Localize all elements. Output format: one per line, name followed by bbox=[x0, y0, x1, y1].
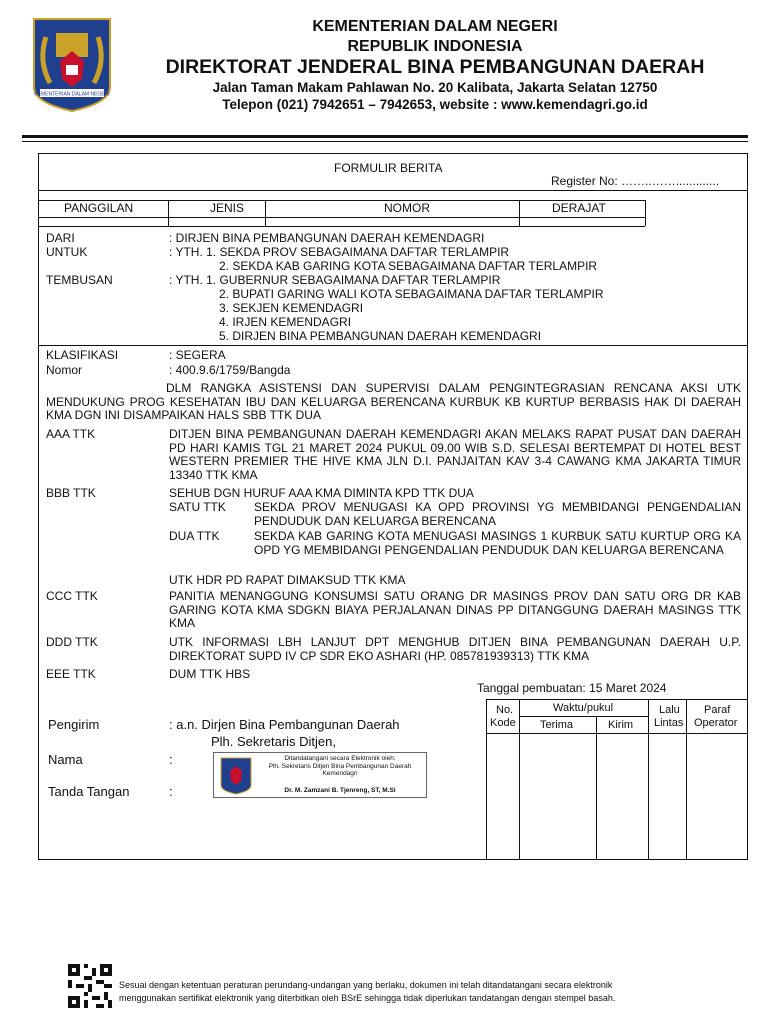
ccc-label: CCC TTK bbox=[46, 589, 98, 603]
qr-code-icon bbox=[68, 964, 112, 1008]
divider bbox=[486, 699, 487, 860]
divider bbox=[519, 200, 520, 226]
tanggal-pembuatan: Tanggal pembuatan: 15 Maret 2024 bbox=[477, 681, 667, 695]
header-contact: Telepon (021) 7942651 – 7942653, website : www.kemendagri.go.id bbox=[222, 97, 648, 112]
nama-value: : bbox=[169, 752, 173, 767]
divider bbox=[168, 200, 169, 226]
nama-label: Nama bbox=[48, 752, 83, 767]
pengirim-value: : a.n. Dirjen Bina Pembangunan Daerah bbox=[169, 717, 400, 732]
aaa-label: AAA TTK bbox=[46, 427, 96, 441]
tembusan-label: TEMBUSAN bbox=[46, 273, 113, 287]
nomor-label: Nomor bbox=[46, 363, 83, 377]
sig-name: Dr. M. Zamzani B. Tjenreng, ST, M.Si bbox=[284, 787, 396, 794]
intro-paragraph: DLM RANGKA ASISTENSI DAN SUPERVISI DALAM PENGINTEGRASIAN RENCANA AKSI UTK MENDUKUNG PROG KESEHATAN IBU DAN KELUARGA BERENCANA KURBUK KB KURTUP BERBASIS HAK DI DAERAH KMA DGN INI DISAMPAIKAN HALS SBB TTK DUA bbox=[46, 381, 741, 422]
sig-line-1: Ditandatangani secara Elektronik oleh: bbox=[284, 755, 396, 762]
divider bbox=[519, 699, 520, 860]
col-jenis: JENIS bbox=[210, 201, 245, 215]
nomor-value: : 400.9.6/1759/Bangda bbox=[169, 363, 291, 377]
divider bbox=[38, 345, 748, 346]
signature-emblem-icon bbox=[220, 757, 252, 795]
divider bbox=[265, 200, 266, 226]
col-derajat: DERAJAT bbox=[552, 201, 606, 215]
waktu-label: Waktu/pukul bbox=[553, 702, 614, 714]
footer-line-2: menggunakan sertifikat elektronik yang diterbitkan oleh BSrE sehingga tidak diperlukan tandatangan dengan stempel basah. bbox=[119, 993, 616, 1003]
bbb-tail: UTK HDR PD RAPAT DIMAKSUD TTK KMA bbox=[169, 573, 406, 587]
klasifikasi-label: KLASIFIKASI bbox=[46, 348, 119, 362]
logo-lettering: KEMENTERIAN DALAM NEGERI bbox=[34, 91, 110, 98]
dari-value: : DIRJEN BINA PEMBANGUNAN DAERAH KEMENDAGRI bbox=[169, 231, 485, 245]
lintas-label: Lintas bbox=[654, 717, 684, 729]
kirim-label: Kirim bbox=[608, 719, 634, 731]
untuk-item-2: 2. SEKDA KAB GARING KOTA SEBAGAIMANA DAFTAR TERLAMPIR bbox=[219, 259, 598, 273]
tembusan-item-2: 2. BUPATI GARING WALI KOTA SEBAGAIMANA DAFTAR TERLAMPIR bbox=[219, 287, 604, 301]
eee-label: EEE TTK bbox=[46, 667, 96, 681]
terima-label: Terima bbox=[540, 719, 574, 731]
untuk-item-1: : YTH. 1. SEKDA PROV SEBAGAIMANA DAFTAR TERLAMPIR bbox=[169, 245, 510, 259]
lalu-label: Lalu bbox=[659, 704, 680, 716]
header-ministry: KEMENTERIAN DALAM NEGERI bbox=[312, 18, 558, 35]
header-address: Jalan Taman Makam Pahlawan No. 20 Kalibata, Jakarta Selatan 12750 bbox=[212, 80, 658, 95]
tembusan-item-4: 4. IRJEN KEMENDAGRI bbox=[219, 315, 352, 329]
operator-label: Operator bbox=[694, 717, 738, 729]
register-number: Register No: ……..……............. bbox=[551, 174, 720, 188]
divider bbox=[486, 699, 748, 700]
no-label: No. bbox=[496, 704, 514, 716]
ddd-label: DDD TTK bbox=[46, 635, 98, 649]
col-nomor: NOMOR bbox=[384, 201, 430, 215]
electronic-signature-box bbox=[213, 752, 427, 798]
paraf-label: Paraf bbox=[704, 704, 731, 716]
kode-label: Kode bbox=[490, 717, 516, 729]
divider bbox=[38, 226, 645, 227]
sig-line-2: Plh. Sekretaris Ditjen Bina Pembangunan Daerah bbox=[268, 762, 412, 770]
divider bbox=[38, 190, 748, 191]
ttd-label: Tanda Tangan bbox=[48, 784, 130, 799]
header-directorate: DIREKTORAT JENDERAL BINA PEMBANGUNAN DAERAH bbox=[165, 56, 705, 78]
tembusan-item-1: : YTH. 1. GUBERNUR SEBAGAIMANA DAFTAR TERLAMPIR bbox=[169, 273, 501, 287]
divider bbox=[38, 217, 645, 218]
eee-text: DUM TTK HBS bbox=[169, 667, 251, 681]
divider bbox=[596, 716, 597, 860]
ttd-value: : bbox=[169, 784, 173, 799]
bbb-text: SEHUB DGN HURUF AAA KMA DIMINTA KPD TTK DUA bbox=[169, 486, 474, 500]
ddd-text: UTK INFORMASI LBH LANJUT DPT MENGHUB DITJEN BINA PEMBANGUNAN DAERAH U.P. DIREKTORAT SUPD IV CP SDR EKO ASHARI (HP. 085781939313) TTK KMA bbox=[169, 635, 741, 663]
pengirim-label: Pengirim bbox=[48, 717, 100, 732]
untuk-label: UNTUK bbox=[46, 245, 88, 259]
klasifikasi-value: : SEGERA bbox=[169, 348, 226, 362]
divider bbox=[645, 200, 646, 226]
sig-line-3: Kemendagri bbox=[322, 770, 358, 777]
satu-text: SEKDA PROV MENUGASI KA OPD PROVINSI YG MEMBIDANGI PENGENDALIAN PENDUDUK DAN KELUARGA BERENCANA bbox=[254, 500, 741, 528]
header-country: REPUBLIK INDONESIA bbox=[347, 38, 523, 55]
tembusan-item-5: 5. DIRJEN BINA PEMBANGUNAN DAERAH KEMENDAGRI bbox=[219, 329, 542, 343]
divider bbox=[648, 699, 649, 860]
header-rule-thin bbox=[22, 141, 748, 142]
satu-label: SATU TTK bbox=[169, 500, 226, 514]
divider bbox=[519, 716, 648, 717]
divider bbox=[686, 699, 687, 860]
divider bbox=[486, 733, 748, 734]
footer-line-1: Sesuai dengan ketentuan peraturan perundang-undangan yang berlaku, dokumen ini telah ditandatangani secara elektronik bbox=[119, 980, 613, 990]
pengirim-value-2: Plh. Sekretaris Ditjen, bbox=[211, 734, 336, 749]
ccc-text: PANITIA MENANGGUNG KONSUMSI SATU ORANG DR MASINGS PROV DAN SATU ORG DR KAB GARING KOTA KMA SDGKN BIAYA PERJALANAN DINAS PP DITANGGUNG DAERAH MASINGS TTK KMA bbox=[169, 589, 741, 630]
footer-note bbox=[119, 979, 615, 1005]
aaa-text: DITJEN BINA PEMBANGUNAN DAERAH KEMENDAGRI AKAN MELAKS RAPAT PUSAT DAN DAERAH PD HARI KAMIS TGL 21 MARET 2024 PUKUL 09.00 WIB S.D. SELESAI BERTEMPAT DI HOTEL BEST WESTERN PREMIER THE HIVE KMA JLN D.I. PANJAITAN KAV 3-4 CAWANG KMA JAKARTA TIMUR 13340 TTK KMA bbox=[169, 427, 741, 482]
dari-label: DARI bbox=[46, 231, 75, 245]
col-panggilan: PANGGILAN bbox=[64, 201, 134, 215]
header-rule-thick bbox=[22, 135, 748, 138]
dua-text: SEKDA KAB GARING KOTA MENUGASI MASINGS 1 KURBUK SATU KURTUP ORG KA OPD YG MEMBIDANGI PENGENDALIAN PENDUDUK DAN KELUARGA BERENCANA bbox=[254, 529, 741, 557]
tembusan-item-3: 3. SEKJEN KEMENDAGRI bbox=[219, 301, 364, 315]
dua-label: DUA TTK bbox=[169, 529, 220, 543]
form-title: FORMULIR BERITA bbox=[334, 161, 443, 175]
ministry-logo bbox=[32, 17, 112, 113]
bbb-label: BBB TTK bbox=[46, 486, 96, 500]
